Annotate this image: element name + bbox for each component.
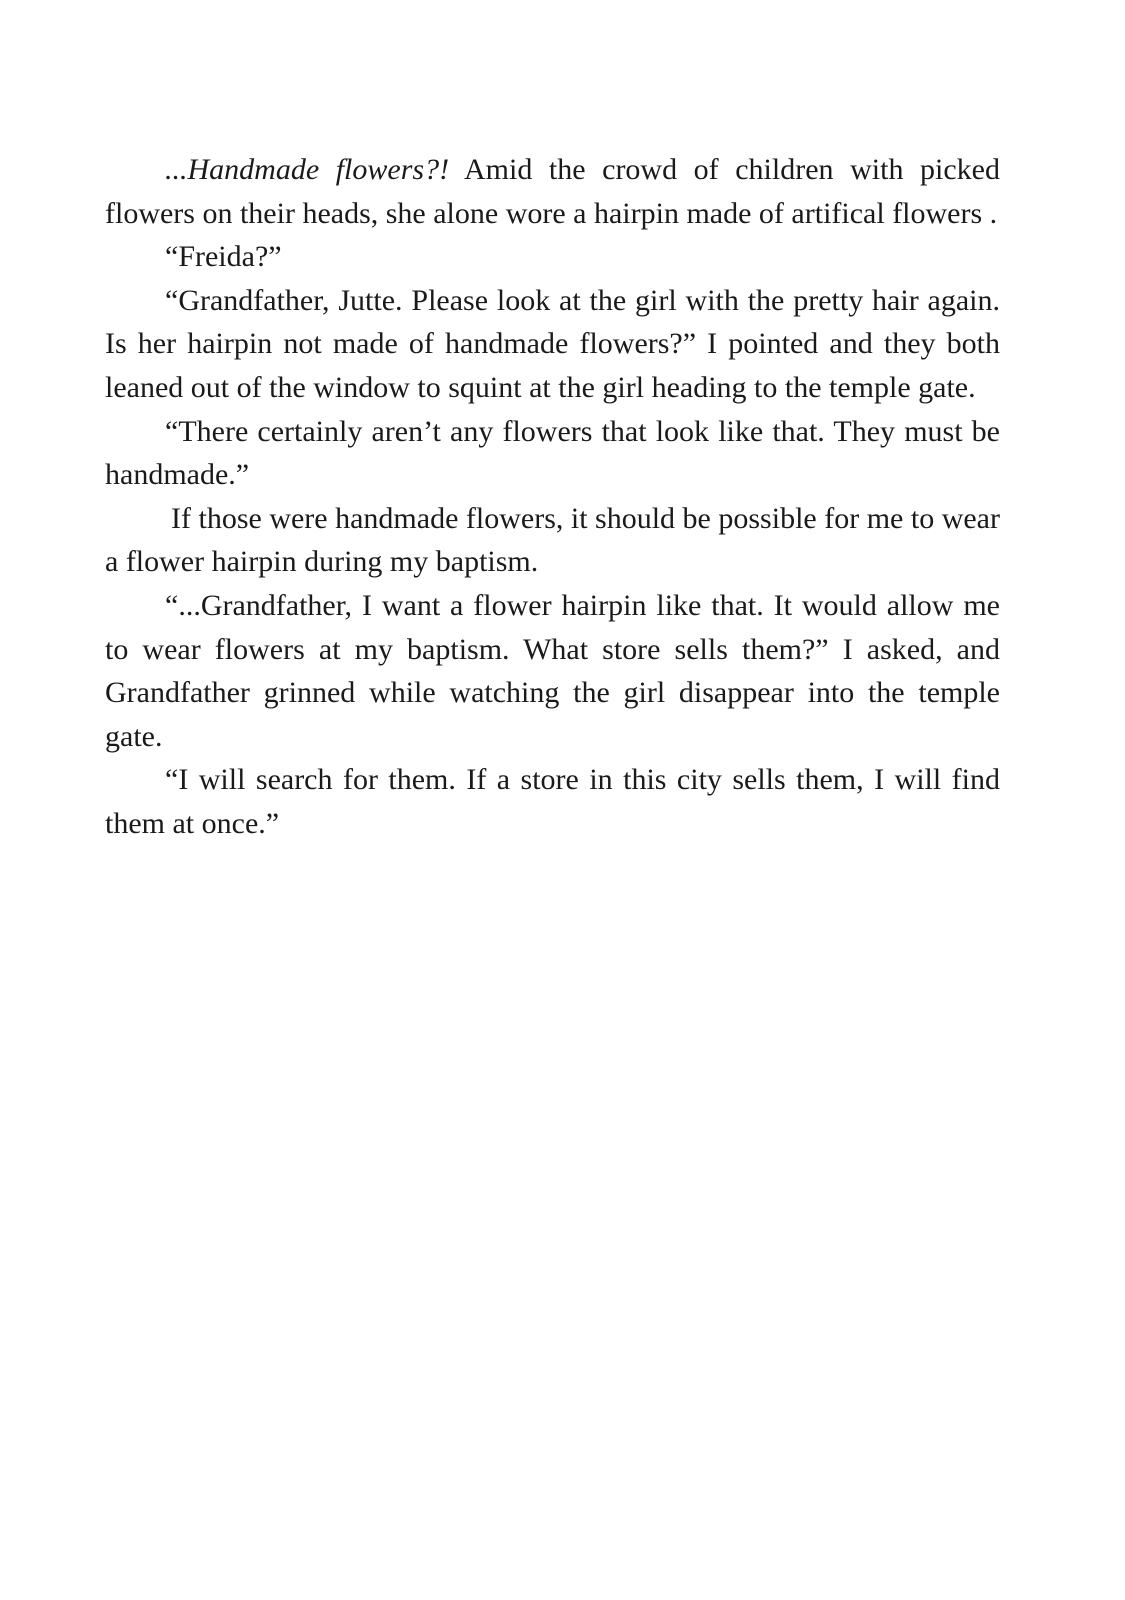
paragraph-3: “Grandfather, Jutte. Please look at the girl with the pretty hair again. Is her hairpin not made of handmade flowers?” I pointed and they both leaned out of the window to squint at the girl heading to the temple gate.	[105, 283, 1000, 404]
paragraph-1	[105, 148, 1000, 235]
paragraph-2: “Freida?”	[165, 240, 282, 274]
paragraph-6: “...Grandfather, I want a flower hairpin like that. It would allow me to wear flowers at my baptism. What store sells them?” I asked, and Grandfather grinned while watching the girl disappear into the temple gate.	[105, 588, 1000, 753]
paragraph-7: “I will search for them. If a store in this city sells them, I will find them at once.”	[105, 763, 1000, 840]
paragraph-1-text: Amid the crowd of children with picked flowers on their heads, she alone wore a hairpin made of artifical flowers .	[105, 153, 1000, 230]
body-text	[105, 148, 1000, 846]
italic-thought: ...Handmade flowers?!	[165, 153, 450, 186]
paragraph-5: If those were handmade flowers, it should be possible for me to wear a flower hairpin during my baptism.	[105, 501, 1000, 579]
paragraph-4: “There certainly aren’t any flowers that look like that. They must be handmade.”	[105, 414, 1000, 492]
